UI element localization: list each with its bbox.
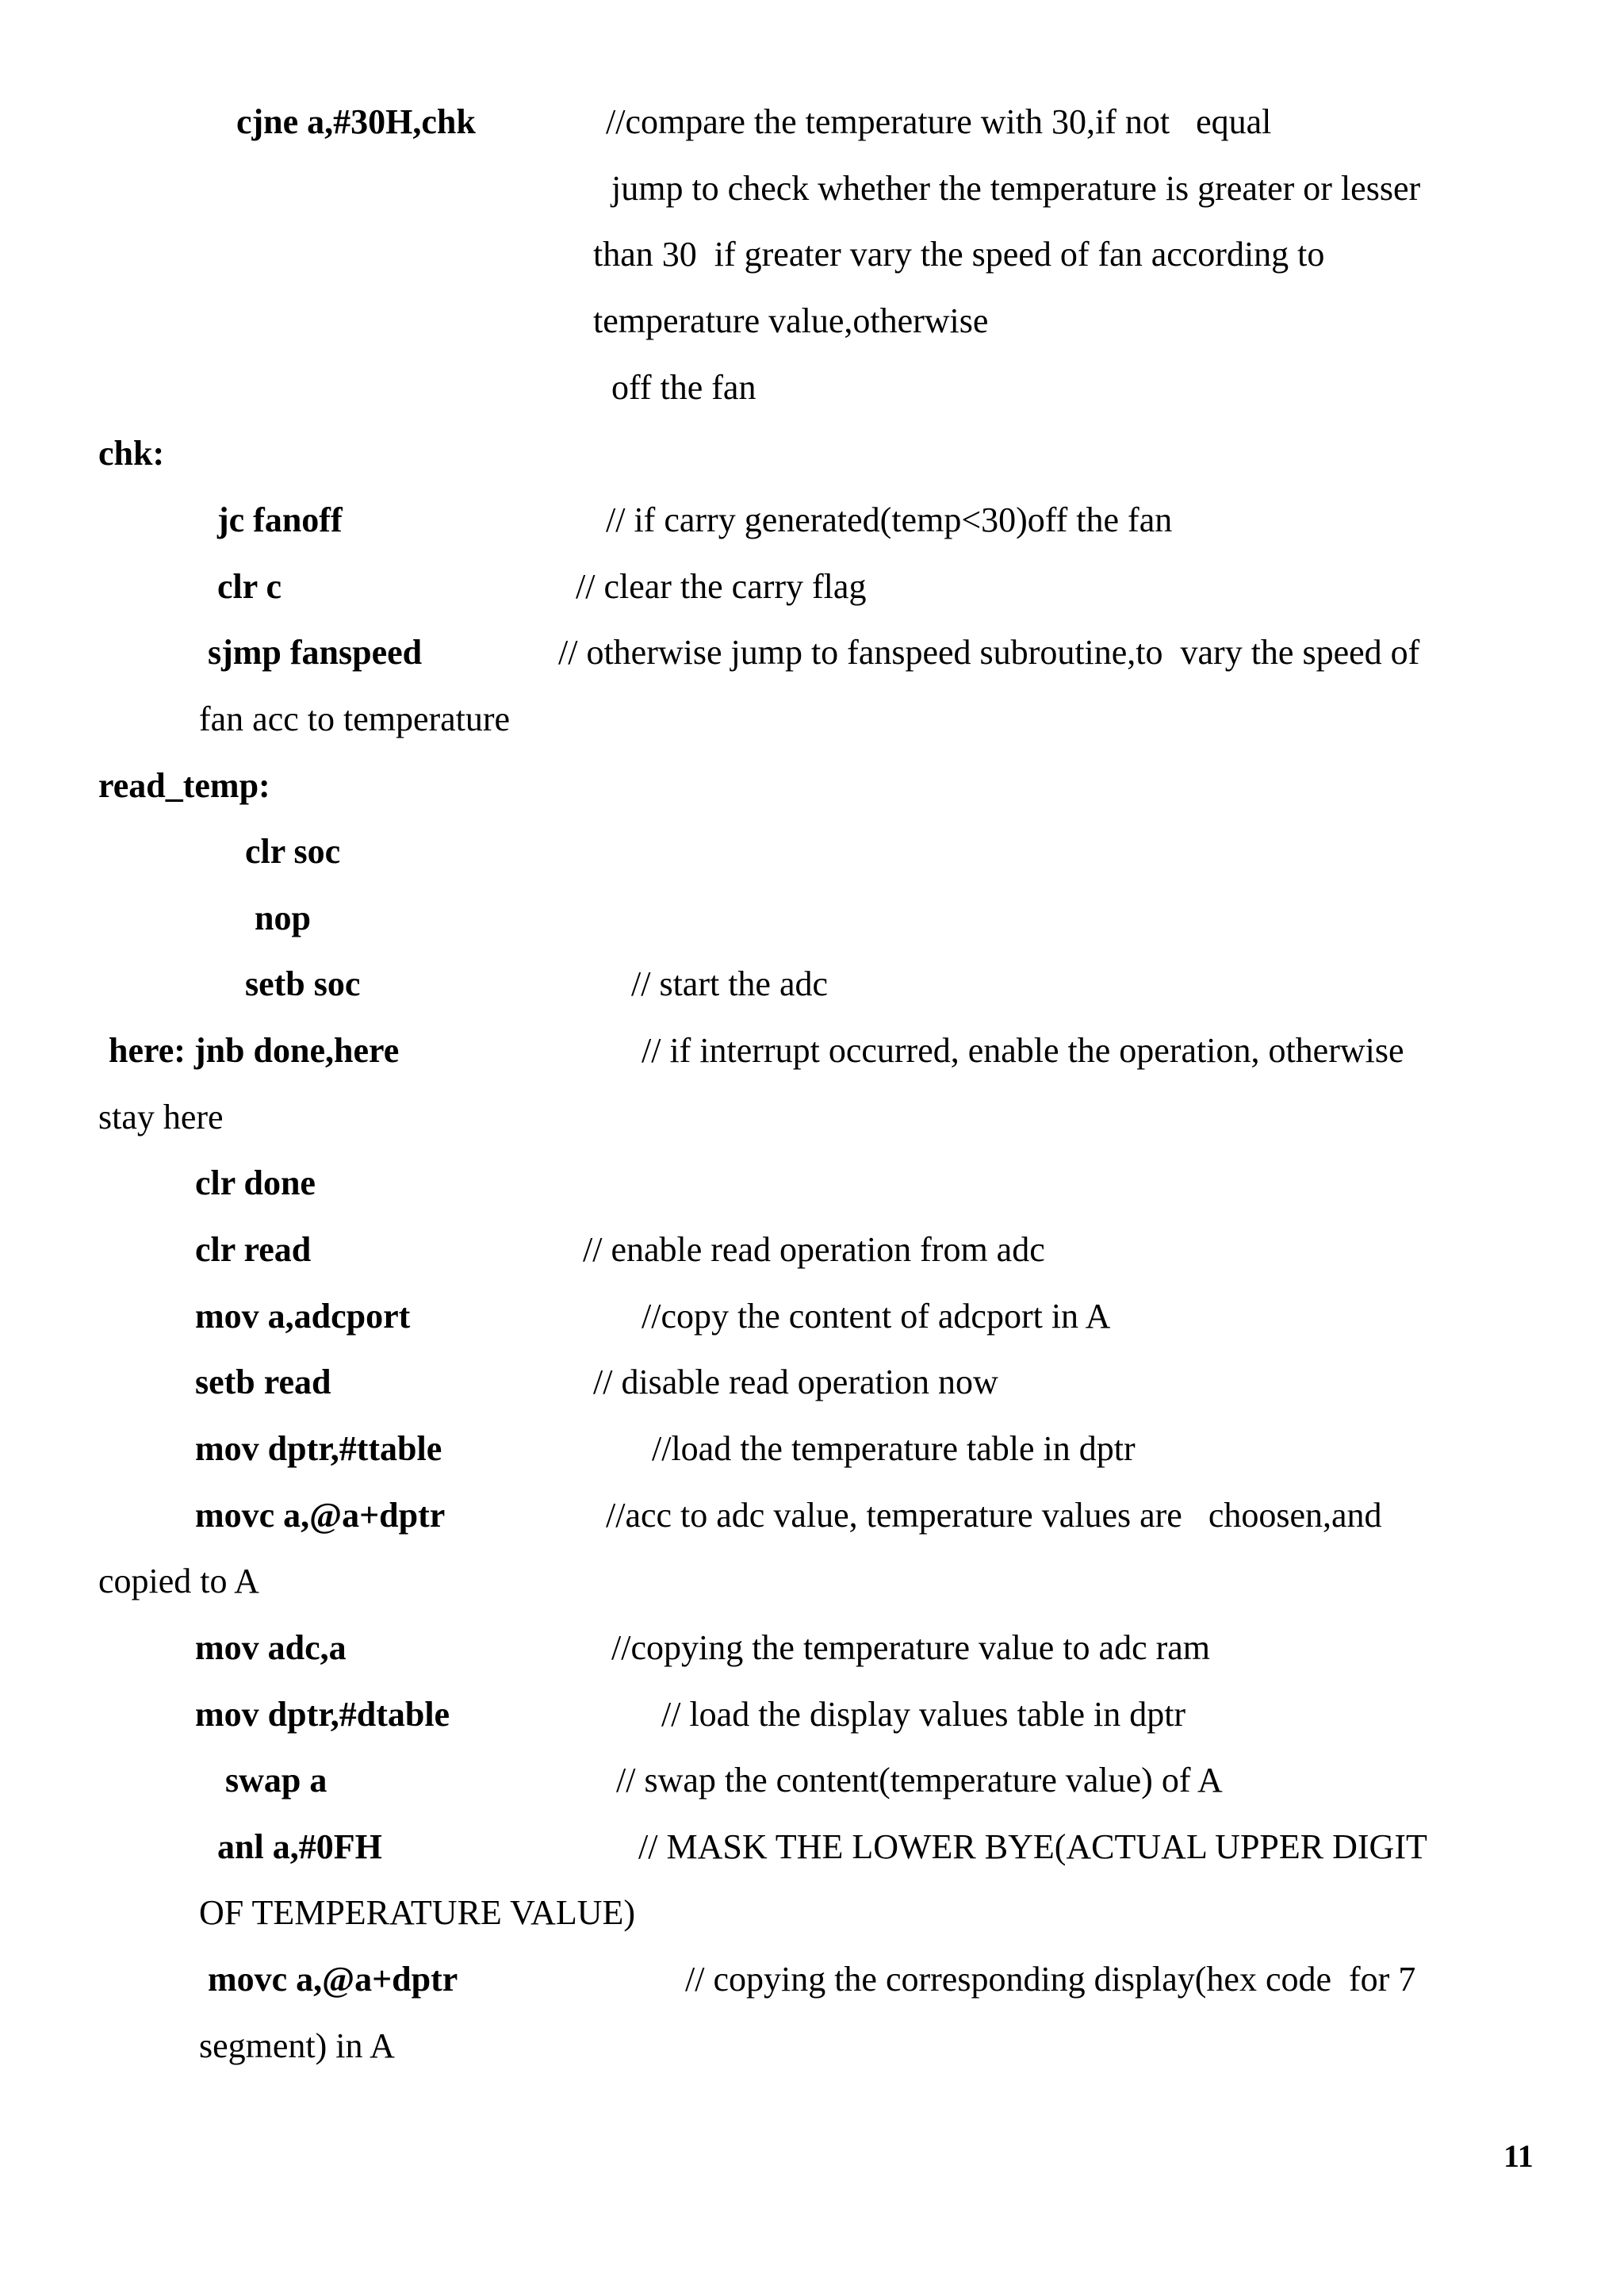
code-instruction: sjmp fanspeed <box>208 633 423 672</box>
code-instruction: anl a,#0FH <box>217 1827 382 1866</box>
code-instruction: mov dptr,#dtable <box>195 1695 450 1734</box>
code-comment: //copy the content of adcport in A <box>642 1297 1111 1336</box>
code-comment: // load the display values table in dptr <box>661 1695 1186 1734</box>
code-comment: stay here <box>98 1098 224 1137</box>
code-comment: off the fan <box>611 368 756 407</box>
code-comment: // enable read operation from adc <box>583 1230 1045 1269</box>
code-comment: //load the temperature table in dptr <box>652 1429 1136 1468</box>
code-instruction: clr c <box>217 567 282 606</box>
code-label: read_temp: <box>98 766 270 805</box>
code-comment: segment) in A <box>199 2026 395 2065</box>
code-instruction: clr done <box>195 1163 316 1202</box>
code-comment: // if interrupt occurred, enable the operation, otherwise <box>642 1031 1404 1070</box>
code-label: chk: <box>98 434 165 473</box>
code-comment: temperature value,otherwise <box>593 301 989 340</box>
code-instruction: movc a,@a+dptr <box>195 1496 446 1535</box>
code-instruction: swap a <box>225 1761 327 1800</box>
code-instruction: mov a,adcport <box>195 1297 411 1336</box>
code-comment: //copying the temperature value to adc ram <box>611 1628 1211 1667</box>
code-instruction: here: jnb done,here <box>109 1031 400 1070</box>
code-instruction: nop <box>255 899 311 937</box>
code-instruction: clr soc <box>245 832 341 871</box>
code-instruction: clr read <box>195 1230 312 1269</box>
code-instruction: setb soc <box>245 964 361 1003</box>
code-comment: fan acc to temperature <box>199 700 511 738</box>
code-comment: // disable read operation now <box>593 1363 998 1401</box>
code-comment: // copying the corresponding display(hex code for 7 <box>685 1960 1416 1999</box>
code-comment: // clear the carry flag <box>576 567 867 606</box>
code-comment: OF TEMPERATURE VALUE) <box>199 1893 636 1932</box>
code-comment: //acc to adc value, temperature values are choosen,and <box>606 1496 1382 1535</box>
code-instruction: cjne a,#30H,chk <box>236 102 476 141</box>
code-instruction: movc a,@a+dptr <box>208 1960 458 1999</box>
code-instruction: jc fanoff <box>217 500 343 539</box>
code-comment: // otherwise jump to fanspeed subroutine,to vary the speed of <box>558 633 1420 672</box>
code-instruction: mov dptr,#ttable <box>195 1429 442 1468</box>
code-instruction: setb read <box>195 1363 331 1401</box>
code-comment: // if carry generated(temp<30)off the fan <box>606 500 1173 539</box>
code-comment: copied to A <box>98 1562 259 1600</box>
code-comment: //compare the temperature with 30,if not equal <box>606 102 1272 141</box>
code-comment: // start the adc <box>631 964 829 1003</box>
code-comment: than 30 if greater vary the speed of fan according to <box>593 235 1325 274</box>
code-instruction: mov adc,a <box>195 1628 347 1667</box>
code-comment: // MASK THE LOWER BYE(ACTUAL UPPER DIGIT <box>638 1827 1427 1866</box>
page-number: 11 <box>1503 2138 1534 2174</box>
code-comment: // swap the content(temperature value) of A <box>616 1761 1223 1800</box>
code-comment: jump to check whether the temperature is greater or lesser <box>611 169 1421 208</box>
